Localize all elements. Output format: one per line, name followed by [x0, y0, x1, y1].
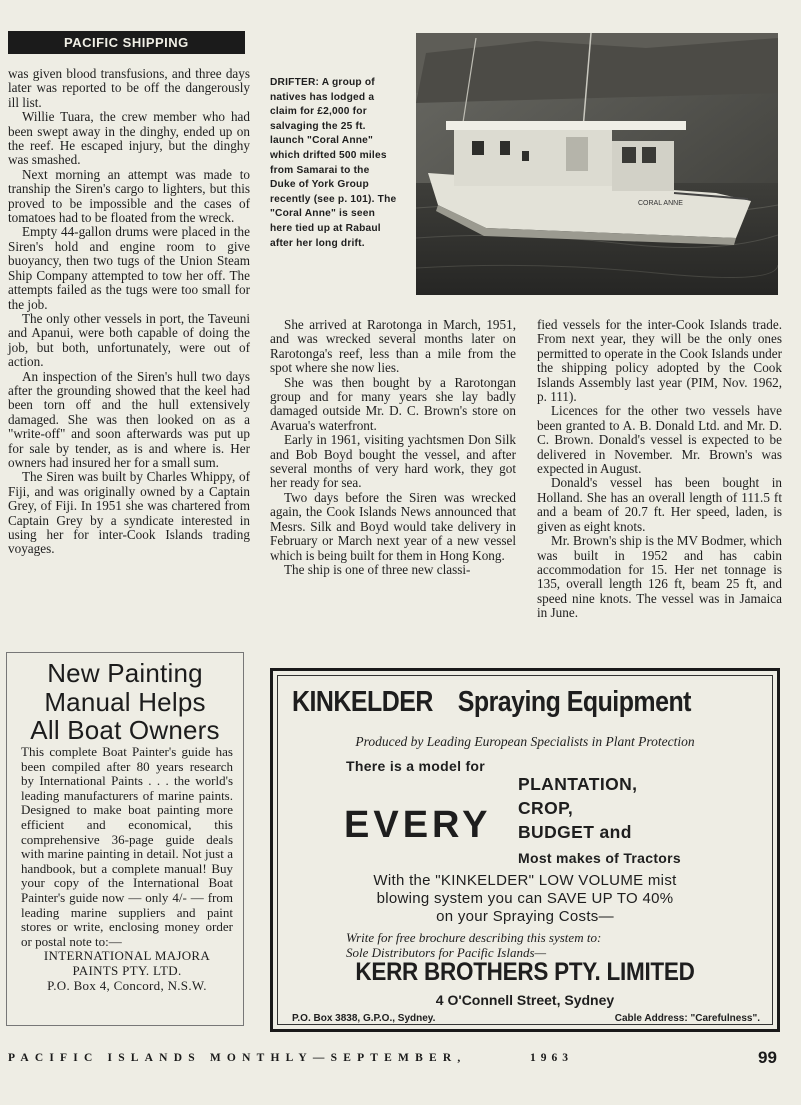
paragraph: The only other vessels in port, the Taveuni and Apanui, were both capable of doing the job, but both, unfortunately, were out of action. [8, 310, 250, 370]
distributor-name: KERR BROTHERS PTY. LIMITED [355, 958, 695, 986]
every-word: EVERY [344, 804, 492, 846]
advert-headline: KINKELDER Spraying Equipment [292, 686, 691, 718]
paragraph: Next morning an attempt was made to tranship the Siren's cargo to lighters, but this proved to be impossible and the cases of tomatoes had to be floated from the wreck. [8, 166, 250, 226]
magazine-name: PACIFIC ISLANDS MONTHLY—SEPTEMBER, [8, 1052, 467, 1064]
model-intro: There is a model for [346, 758, 486, 774]
paragraph: was given blood transfusions, and three days later was reported to be off the dangerously ill list. [8, 66, 250, 110]
paragraph: The Siren was built by Charles Whippy, of Fiji, and was originally owned by a Captain Grey, of Fiji. In 1951 she was chartered from Captain Grey by a syndicate interested in using her for inter-Cook Islands trading voyages. [8, 469, 250, 557]
tractor-line: Most makes of Tractors [518, 850, 681, 866]
paragraph: Willie Tuara, the crew member who had been swept away in the dinghy, ended up on the reef. He escaped injury, but the dinghy was smashed. [8, 109, 250, 168]
kinkelder-advert [270, 668, 780, 1032]
savings-pitch: With the "KINKELDER" LOW VOLUME mist blowing system you can SAVE UP TO 40% on your Spraying Costs— [373, 872, 677, 925]
article-column-3 [537, 318, 782, 621]
boat-name-label: CORAL ANNE [638, 200, 683, 207]
po-box: P.O. Box 3838, G.P.O., Sydney. [292, 1013, 436, 1024]
model-list: PLANTATION, CROP, BUDGET and [518, 774, 638, 842]
advert-title: New Painting Manual Helps All Boat Owners [30, 658, 220, 745]
cable-address: Cable Address: "Carefulness". [614, 1013, 760, 1024]
boat-photo-image [416, 33, 778, 295]
paragraph: The ship is one of three new classi- [284, 561, 471, 577]
distributor-street: 4 O'Connell Street, Sydney [435, 992, 615, 1008]
advert-body: This complete Boat Painter's guide has been compiled after 80 years research by International Paints . . . the world's leading manufacturers of marine paints. Designed to make boat painting more efficient and economical, this comprehensive 36-page guide deals with marine painting in detail. Not just a handbook, but a complete manual! Buy your copy of the International Boat Painter's guide now — only 4/- — from leading marine suppliers and paint stores or write, enclosing money order or postal note to:— INTERNATIONAL MAJORA PAINTS PTY. LTD. P.O. Box 4, Concord, N.S.W. [21, 744, 233, 993]
paragraph: She arrived at Rarotonga in March, 1951, and was wrecked several months later on Rarotonga's reef, less than a mile from the spot where she now lies. [270, 317, 516, 376]
article-column-2 [270, 318, 516, 577]
section-header: PACIFIC SHIPPING [8, 31, 245, 54]
issue-year: 1963 [530, 1052, 573, 1064]
advert-subhead: Produced by Leading European Specialists in Plant Protection [355, 734, 695, 749]
paragraph: Empty 44-gallon drums were placed in the Siren's hold and engine room to give buoyancy, then two tugs of the Union Steam Ship Company attempted to tow her off. The attempts failed as the tugs were too small for the job. [8, 224, 250, 312]
page-number: 99 [758, 1048, 777, 1067]
advert-address: INTERNATIONAL MAJORA PAINTS PTY. LTD. P.O. Box 4, Concord, N.S.W. [43, 948, 211, 993]
boat-photo [416, 33, 778, 295]
paragraph: Two days before the Siren was wrecked again, the Cook Islands News announced that Mesrs. Silk and Boyd would take delivery in February or March next year of a new vessel which is being built for them in Hong Kong. [270, 489, 516, 563]
paragraph: She was then bought by a Rarotongan group and for many years she lay badly damaged outside Mr. D. C. Brown's store on Avarua's waterfront. [270, 374, 516, 433]
article-column-1 [8, 67, 250, 557]
paragraph: Early in 1961, visiting yachtsmen Don Silk and Bob Boyd bought the vessel, and after several months of very hard work, they got her ready for sea. [270, 432, 516, 491]
photo-caption: DRIFTER: A group of natives has lodged a claim for £2,000 for salvaging the 25 ft. launch "Coral Anne" which drifted 500 miles from Samarai to the Duke of York Group recently (see p. 101). The "Coral Anne" is seen here tied up at Rabaul after her long drift. [270, 77, 397, 249]
paragraph: Licences for the other two vessels have been granted to A. B. Donald Ltd. and Mr. D. C. Brown. Donald's vessel is expected to be delivered in November. Mr. Brown's was expected in August. [537, 403, 782, 477]
paragraph: Donald's vessel has been bought in Holland. She has an overall length of 111.5 ft and a beam of 20.7 ft. Her speed, laden, is given as eight knots. [537, 475, 782, 534]
page-footer [8, 1048, 798, 1068]
paint-manual-advert [6, 652, 244, 1026]
paragraph: An inspection of the Siren's hull two days after the grounding showed that the keel had been torn off and the hull extensively damaged. She was then looked on as a "write-off" and soon afterwards was put up for sale by tender, as is and where is. Her owners had insured her for a small sum. [8, 368, 250, 470]
paragraph: fied vessels for the inter-Cook Islands trade. From next year, they will be the only ones permitted to operate in the Cook Islands under the shipping policy adopted by the Cook Islands Assembly last year (PIM, Nov. 1962, p. 111). [537, 317, 783, 405]
brochure-note: Write for free brochure describing this system to: Sole Distributors for Pacific Islands— [346, 930, 602, 960]
paragraph: Mr. Brown's ship is the MV Bodmer, which was built in 1952 and has cabin accommodation for 15. Her net tonnage is 135, overall length 126 ft, beam 25 ft, and speed nine knots. The vessel was in Jamaica in June. [537, 533, 782, 621]
